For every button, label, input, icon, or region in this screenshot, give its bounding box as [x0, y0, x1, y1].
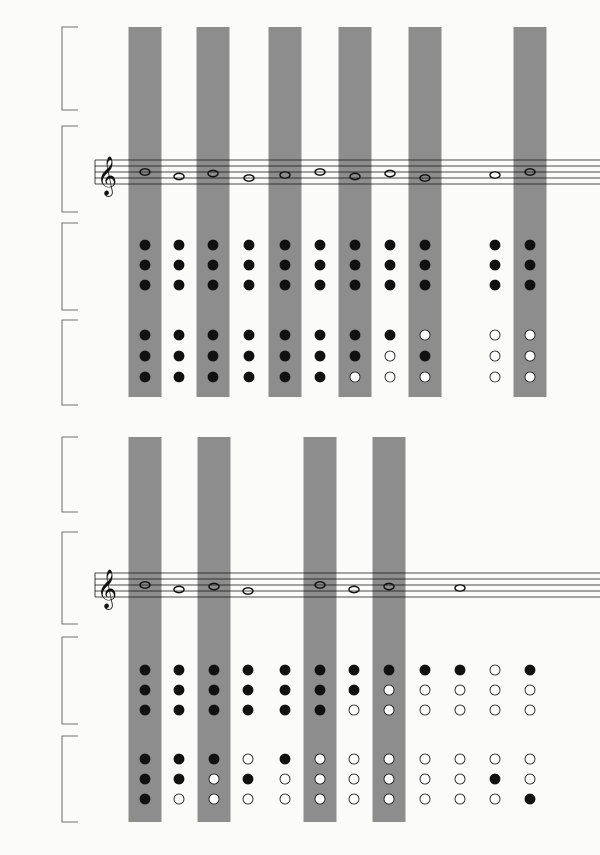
lh-bracket	[62, 637, 78, 724]
lh-finger-hole	[208, 280, 218, 290]
rh-finger-hole	[174, 754, 184, 764]
written-bracket	[62, 532, 78, 624]
lh-finger-hole	[525, 240, 535, 250]
rh-finger-hole	[244, 330, 254, 340]
rh-finger-hole	[140, 794, 150, 804]
rh-finger-hole	[420, 372, 430, 382]
lh-finger-hole	[243, 705, 253, 715]
rh-finger-hole	[384, 774, 394, 784]
rh-finger-hole	[384, 754, 394, 764]
rh-finger-hole	[140, 330, 150, 340]
lh-finger-hole	[140, 685, 150, 695]
lh-finger-hole	[280, 685, 290, 695]
rh-finger-hole	[243, 794, 253, 804]
shaded-band	[269, 27, 302, 397]
treble-clef-icon: 𝄞	[97, 156, 118, 196]
rh-finger-hole	[280, 754, 290, 764]
shaded-band	[339, 27, 372, 397]
rh-finger-hole	[174, 794, 184, 804]
lh-finger-hole	[490, 260, 500, 270]
lh-finger-hole	[490, 280, 500, 290]
notehead	[490, 172, 500, 178]
lh-finger-hole	[209, 705, 219, 715]
rh-finger-hole	[420, 774, 430, 784]
lh-finger-hole	[349, 705, 359, 715]
rh-finger-hole	[140, 754, 150, 764]
lh-finger-hole	[455, 685, 465, 695]
rh-finger-hole	[315, 372, 325, 382]
rh-finger-hole	[349, 794, 359, 804]
notehead	[174, 586, 184, 592]
lh-finger-hole	[385, 260, 395, 270]
lh-finger-hole	[420, 260, 430, 270]
lh-finger-hole	[490, 240, 500, 250]
rh-finger-hole	[208, 372, 218, 382]
lh-finger-hole	[315, 665, 325, 675]
lh-finger-hole	[490, 685, 500, 695]
rh-finger-hole	[350, 330, 360, 340]
rh-finger-hole	[349, 774, 359, 784]
lh-finger-hole	[280, 240, 290, 250]
rh-finger-hole	[490, 754, 500, 764]
lh-finger-hole	[420, 685, 430, 695]
lh-finger-hole	[385, 280, 395, 290]
rh-finger-hole	[315, 794, 325, 804]
notehead	[455, 585, 465, 591]
lh-finger-hole	[315, 280, 325, 290]
treble-clef-icon: 𝄞	[97, 569, 118, 609]
rh-finger-hole	[280, 372, 290, 382]
lh-finger-hole	[315, 705, 325, 715]
lh-finger-hole	[140, 260, 150, 270]
lh-finger-hole	[209, 685, 219, 695]
notehead	[174, 173, 184, 179]
lh-finger-hole	[525, 280, 535, 290]
rh-finger-hole	[420, 794, 430, 804]
shaded-band	[129, 27, 162, 397]
lh-finger-hole	[243, 665, 253, 675]
rh-finger-hole	[490, 330, 500, 340]
rh-finger-hole	[385, 330, 395, 340]
rh-finger-hole	[315, 351, 325, 361]
rh-finger-hole	[490, 794, 500, 804]
rh-finger-hole	[140, 372, 150, 382]
rh-finger-hole	[244, 351, 254, 361]
lh-finger-hole	[455, 665, 465, 675]
sounds-bracket	[62, 27, 78, 110]
rh-finger-hole	[280, 774, 290, 784]
rh-finger-hole	[525, 330, 535, 340]
rh-finger-hole	[525, 351, 535, 361]
shaded-band	[514, 27, 547, 397]
rh-finger-hole	[455, 774, 465, 784]
lh-finger-hole	[384, 665, 394, 675]
lh-finger-hole	[420, 705, 430, 715]
notehead	[385, 170, 395, 176]
lh-finger-hole	[350, 260, 360, 270]
notehead	[349, 586, 359, 592]
lh-finger-hole	[350, 240, 360, 250]
rh-bracket	[62, 736, 78, 822]
shaded-band	[409, 27, 442, 397]
rh-finger-hole	[525, 794, 535, 804]
lh-bracket	[62, 223, 78, 310]
lh-finger-hole	[244, 280, 254, 290]
lh-finger-hole	[243, 685, 253, 695]
rh-finger-hole	[315, 774, 325, 784]
rh-finger-hole	[420, 754, 430, 764]
lh-finger-hole	[280, 260, 290, 270]
lh-finger-hole	[490, 705, 500, 715]
lh-finger-hole	[174, 665, 184, 675]
rh-finger-hole	[208, 351, 218, 361]
lh-finger-hole	[140, 280, 150, 290]
rh-finger-hole	[350, 372, 360, 382]
rh-finger-hole	[455, 754, 465, 764]
lh-finger-hole	[174, 705, 184, 715]
lh-finger-hole	[525, 705, 535, 715]
lh-finger-hole	[490, 665, 500, 675]
rh-finger-hole	[490, 351, 500, 361]
lh-finger-hole	[525, 260, 535, 270]
rh-finger-hole	[243, 754, 253, 764]
rh-finger-hole	[280, 351, 290, 361]
written-bracket	[62, 126, 78, 212]
lh-finger-hole	[384, 685, 394, 695]
rh-finger-hole	[280, 330, 290, 340]
rh-finger-hole	[315, 330, 325, 340]
lh-finger-hole	[455, 705, 465, 715]
rh-finger-hole	[420, 330, 430, 340]
lh-finger-hole	[420, 665, 430, 675]
lh-finger-hole	[208, 260, 218, 270]
lh-finger-hole	[140, 240, 150, 250]
lh-finger-hole	[280, 705, 290, 715]
rh-finger-hole	[174, 351, 184, 361]
rh-finger-hole	[525, 754, 535, 764]
rh-finger-hole	[208, 330, 218, 340]
lh-finger-hole	[349, 665, 359, 675]
rh-finger-hole	[490, 372, 500, 382]
lh-finger-hole	[420, 240, 430, 250]
rh-finger-hole	[243, 774, 253, 784]
rh-finger-hole	[315, 754, 325, 764]
rh-finger-hole	[385, 372, 395, 382]
lh-finger-hole	[420, 280, 430, 290]
lh-finger-hole	[280, 280, 290, 290]
rh-finger-hole	[525, 372, 535, 382]
rh-finger-hole	[244, 372, 254, 382]
sounds-bracket	[62, 437, 78, 512]
lh-finger-hole	[525, 685, 535, 695]
lh-finger-hole	[315, 260, 325, 270]
lh-finger-hole	[280, 665, 290, 675]
rh-finger-hole	[349, 754, 359, 764]
lh-finger-hole	[209, 665, 219, 675]
lh-finger-hole	[384, 705, 394, 715]
rh-finger-hole	[384, 794, 394, 804]
rh-finger-hole	[420, 351, 430, 361]
rh-finger-hole	[490, 774, 500, 784]
rh-bracket	[62, 320, 78, 405]
lh-finger-hole	[385, 240, 395, 250]
lh-finger-hole	[315, 685, 325, 695]
rh-finger-hole	[280, 794, 290, 804]
rh-finger-hole	[209, 754, 219, 764]
rh-finger-hole	[525, 774, 535, 784]
lh-finger-hole	[350, 280, 360, 290]
lh-finger-hole	[140, 665, 150, 675]
lh-finger-hole	[244, 240, 254, 250]
lh-finger-hole	[174, 685, 184, 695]
shaded-band	[197, 27, 230, 397]
rh-finger-hole	[385, 351, 395, 361]
lh-finger-hole	[174, 280, 184, 290]
lh-finger-hole	[244, 260, 254, 270]
lh-finger-hole	[349, 685, 359, 695]
rh-finger-hole	[174, 372, 184, 382]
rh-finger-hole	[174, 330, 184, 340]
rh-finger-hole	[140, 351, 150, 361]
lh-finger-hole	[208, 240, 218, 250]
rh-finger-hole	[140, 774, 150, 784]
rh-finger-hole	[209, 794, 219, 804]
lh-finger-hole	[140, 705, 150, 715]
rh-finger-hole	[174, 774, 184, 784]
lh-finger-hole	[315, 240, 325, 250]
rh-finger-hole	[209, 774, 219, 784]
lh-finger-hole	[174, 240, 184, 250]
rh-finger-hole	[350, 351, 360, 361]
lh-finger-hole	[525, 665, 535, 675]
rh-finger-hole	[455, 794, 465, 804]
lh-finger-hole	[174, 260, 184, 270]
